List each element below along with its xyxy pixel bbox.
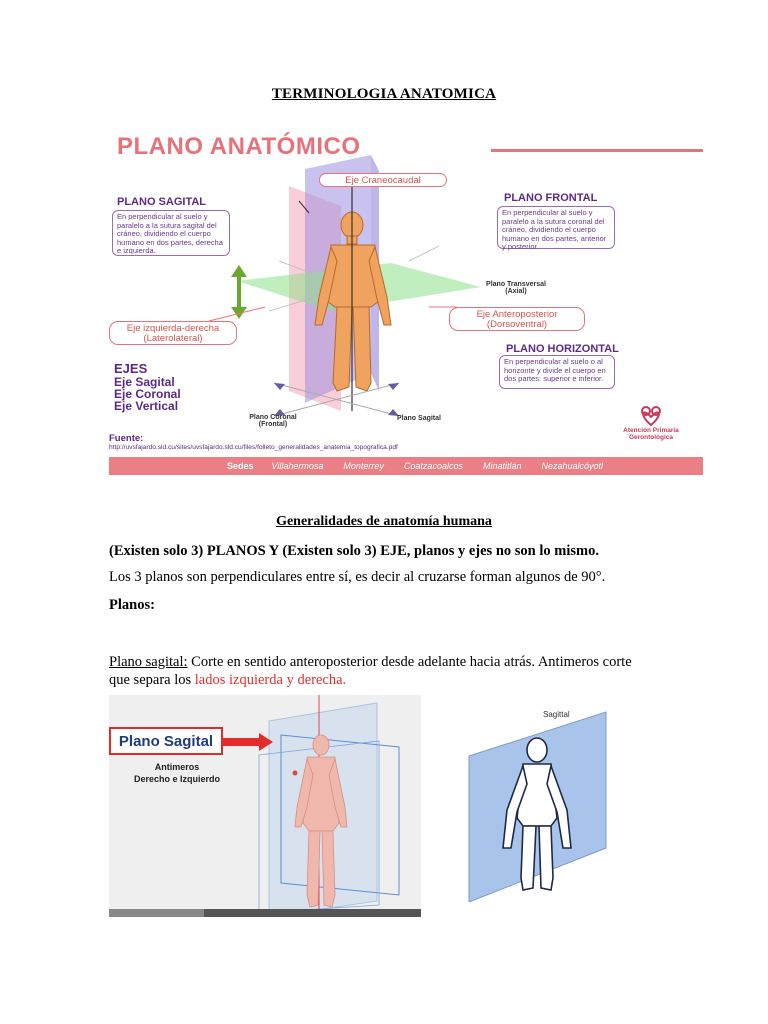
brand-line2: Gerontológica — [628, 434, 674, 441]
brand-line1: Atención Primaria — [623, 427, 679, 434]
sagittal-diagram-image — [451, 698, 614, 902]
plano-horizontal-description: En perpendicular al suelo o al horizonte y divide el cuerpo en dos partes: superior e inferior. — [499, 355, 615, 389]
plano-sagital-small-label: Plano Sagital — [397, 415, 441, 422]
eje-anteroposterior-line1: Eje Anteroposterior — [476, 309, 558, 320]
plano-sagital-image-label: Plano Sagital — [109, 727, 223, 755]
ejes-item: Eje Coronal — [114, 387, 181, 401]
fuente-heading: Fuente: — [109, 433, 144, 444]
plano-frontal-heading: PLANO FRONTAL — [504, 192, 598, 204]
brand-logo — [642, 407, 660, 425]
eje-izq-der-line1: Eje izquierda-derecha — [126, 323, 220, 334]
paragraph-plano-sagital — [109, 653, 649, 689]
fuente-url: http://uvsfajardo.sld.cu/sites/uvsfajardo.sld.cu/files/folleto_generalidades_anatemia_topografica.pdf — [109, 444, 398, 451]
sede-location: Nezahualcóyotl — [541, 461, 604, 471]
document-title: TERMINOLOGIA ANATOMICA — [271, 86, 497, 102]
infographic-title: PLANO ANATÓMICO — [117, 133, 361, 160]
sede-location: Minatitlán — [482, 461, 522, 471]
plano-sagital-description: En perpendicular al suelo y paralelo a la sutura sagital del cráneo, dividiendo el cuerpo humano en dos partes, derecha e izquierda. — [112, 210, 230, 256]
plano-sagital-heading: PLANO SAGITAL — [117, 196, 207, 208]
plano-sagital-highlight: lados izquierda y derecha. — [194, 672, 347, 688]
plano-sagital-text: Corte en sentido anteroposterior desde adelante hacia atrás. Antimeros corte que separa los — [109, 654, 632, 688]
ejes-list — [114, 361, 181, 412]
antimeros-line2: Derecho e Izquierdo — [133, 774, 221, 784]
plano-sagital-image — [109, 695, 421, 917]
ejes-heading: EJES — [114, 361, 148, 376]
eje-izq-der-line2: (Laterolateral) — [143, 333, 203, 344]
sedes-label: Sedes — [227, 461, 254, 471]
eje-anteroposterior-label — [449, 307, 585, 331]
sede-location: Coatzacoalcos — [403, 461, 463, 471]
plano-sagital-term: Plano sagital: — [109, 654, 188, 670]
brand-name — [617, 427, 685, 441]
sagittal-diagram — [451, 698, 614, 902]
plano-horizontal-heading: PLANO HORIZONTAL — [506, 343, 619, 355]
paragraph-planos-ejes: (Existen solo 3) PLANOS Y (Existen solo 3) EJE, planos y ejes no son lo mismo. — [109, 543, 599, 559]
sagittal-label: Sagittal — [543, 710, 570, 719]
eje-anteroposterior-line2: (Dorsoventral) — [486, 319, 548, 330]
planos-heading: Planos: — [109, 597, 155, 613]
paragraph-perpendiculares: Los 3 planos son perpendiculares entre sí, es decir al cruzarse forman algunos de 90°. — [109, 569, 606, 585]
plano-transversal-label: Plano Transversal (Axial) — [486, 281, 546, 295]
antimeros-caption — [117, 761, 237, 785]
eje-craneocaudal-label: Eje Craneocaudal — [319, 173, 447, 187]
sedes-footer-bar — [109, 457, 703, 475]
plano-anatomico-infographic — [109, 111, 703, 475]
antimeros-line1: Antimeros — [154, 762, 200, 772]
sede-location: Monterrey — [343, 461, 384, 471]
plano-frontal-description: En perpendicular al suelo y paralelo a la sutura coronal del cráneo, dividiendo el cuerpo humano en dos partes, anterior y posterior. — [497, 206, 615, 249]
ejes-item: Eje Vertical — [114, 399, 179, 413]
plano-coronal-label: Plano Coronal (Frontal) — [249, 414, 297, 428]
ejes-item: Eje Sagital — [114, 375, 175, 389]
sede-location: Villahermosa — [271, 461, 324, 471]
eje-izquierda-derecha-label — [109, 321, 237, 345]
section-subtitle: Generalidades de anatomía humana — [276, 514, 492, 529]
